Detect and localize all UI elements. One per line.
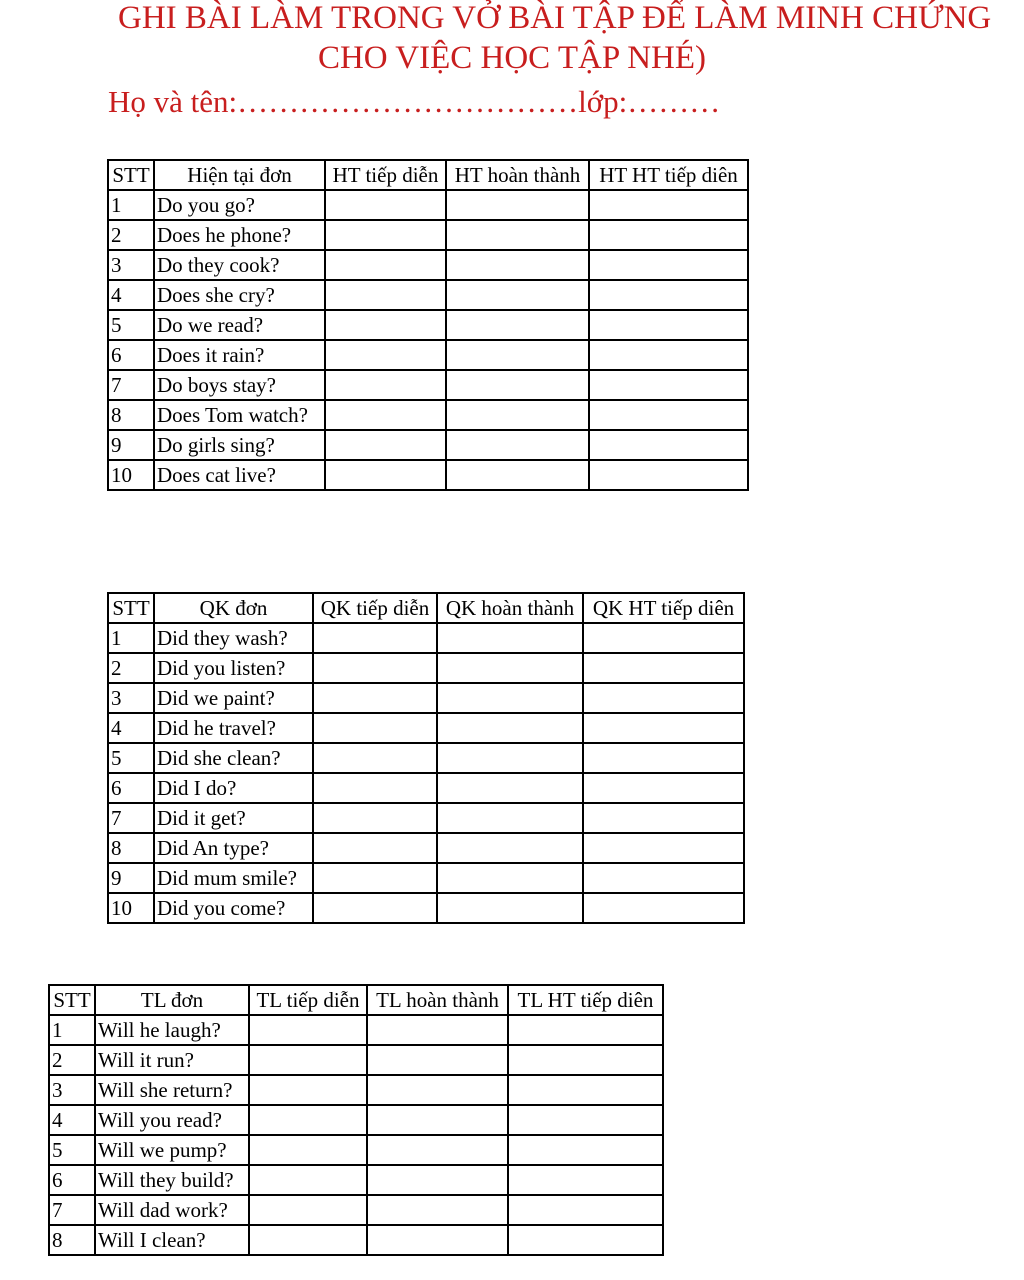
question-cell: Do you go?: [154, 190, 325, 220]
column-header: Hiện tại đơn: [154, 160, 325, 190]
answer-cell[interactable]: [508, 1105, 663, 1135]
row-number: 4: [108, 280, 154, 310]
question-cell: Will it run?: [95, 1045, 249, 1075]
answer-cell[interactable]: [589, 340, 748, 370]
table-row: [49, 1135, 663, 1165]
table-row: [108, 713, 744, 743]
question-cell: Will she return?: [95, 1075, 249, 1105]
row-number: 6: [49, 1165, 95, 1195]
row-number: 8: [49, 1225, 95, 1255]
row-number: 2: [49, 1045, 95, 1075]
answer-cell[interactable]: [367, 1135, 508, 1165]
row-number: 9: [108, 430, 154, 460]
table-row: [49, 1195, 663, 1225]
answer-cell[interactable]: [437, 713, 583, 743]
row-number: 7: [49, 1195, 95, 1225]
table-row: [49, 1045, 663, 1075]
answer-cell[interactable]: [446, 190, 589, 220]
answer-cell[interactable]: [313, 653, 437, 683]
answer-cell[interactable]: [583, 863, 744, 893]
answer-cell[interactable]: [325, 430, 446, 460]
answer-cell[interactable]: [249, 1075, 367, 1105]
answer-cell[interactable]: [325, 220, 446, 250]
answer-cell[interactable]: [589, 280, 748, 310]
answer-cell[interactable]: [437, 863, 583, 893]
future-tenses-table: [48, 984, 664, 1256]
column-header: HT tiếp diễn: [325, 160, 446, 190]
table-row: [108, 623, 744, 653]
answer-cell[interactable]: [446, 460, 589, 490]
row-number: 10: [108, 460, 154, 490]
answer-cell[interactable]: [325, 370, 446, 400]
question-cell: Did we paint?: [154, 683, 313, 713]
answer-cell[interactable]: [437, 773, 583, 803]
question-cell: Does it rain?: [154, 340, 325, 370]
answer-cell[interactable]: [446, 340, 589, 370]
answer-cell[interactable]: [313, 833, 437, 863]
worksheet-title-line-2: CHO VIỆC HỌC TẬP NHÉ): [317, 40, 707, 76]
answer-cell[interactable]: [367, 1015, 508, 1045]
question-cell: Did he travel?: [154, 713, 313, 743]
answer-cell[interactable]: [249, 1195, 367, 1225]
table-header-row: [108, 593, 744, 623]
answer-cell[interactable]: [437, 803, 583, 833]
answer-cell[interactable]: [437, 833, 583, 863]
column-header: TL hoàn thành: [367, 985, 508, 1015]
row-number: 1: [49, 1015, 95, 1045]
question-cell: Does he phone?: [154, 220, 325, 250]
answer-cell[interactable]: [367, 1075, 508, 1105]
question-cell: Do girls sing?: [154, 430, 325, 460]
table-row: [108, 400, 748, 430]
row-number: 4: [108, 713, 154, 743]
question-cell: Will dad work?: [95, 1195, 249, 1225]
answer-cell[interactable]: [249, 1015, 367, 1045]
question-cell: Will he laugh?: [95, 1015, 249, 1045]
answer-cell[interactable]: [583, 833, 744, 863]
question-cell: Do boys stay?: [154, 370, 325, 400]
question-cell: Did you listen?: [154, 653, 313, 683]
table-row: [108, 893, 744, 923]
question-cell: Does Tom watch?: [154, 400, 325, 430]
column-header: TL tiếp diễn: [249, 985, 367, 1015]
question-cell: Will I clean?: [95, 1225, 249, 1255]
table-row: [108, 863, 744, 893]
answer-cell[interactable]: [367, 1045, 508, 1075]
question-cell: Did they wash?: [154, 623, 313, 653]
answer-cell[interactable]: [249, 1135, 367, 1165]
answer-cell[interactable]: [583, 623, 744, 653]
answer-cell[interactable]: [583, 653, 744, 683]
answer-cell[interactable]: [313, 773, 437, 803]
column-header: QK HT tiếp diên: [583, 593, 744, 623]
worksheet-title-line-1: GHI BÀI LÀM TRONG VỞ BÀI TẬP ĐỂ LÀM MINH CHỨNG: [118, 0, 992, 36]
answer-cell[interactable]: [367, 1105, 508, 1135]
question-cell: Did you come?: [154, 893, 313, 923]
answer-cell[interactable]: [508, 1045, 663, 1075]
question-cell: Did she clean?: [154, 743, 313, 773]
answer-cell[interactable]: [437, 623, 583, 653]
answer-cell[interactable]: [583, 713, 744, 743]
row-number: 3: [108, 250, 154, 280]
class-label: lớp:: [578, 84, 628, 119]
question-cell: Does she cry?: [154, 280, 325, 310]
table-row: [108, 280, 748, 310]
answer-cell[interactable]: [249, 1045, 367, 1075]
column-header: QK tiếp diễn: [313, 593, 437, 623]
row-number: 10: [108, 893, 154, 923]
table-row: [49, 1015, 663, 1045]
answer-cell[interactable]: [446, 280, 589, 310]
question-cell: Will they build?: [95, 1165, 249, 1195]
answer-cell[interactable]: [249, 1165, 367, 1195]
question-cell: Did I do?: [154, 773, 313, 803]
answer-cell[interactable]: [589, 190, 748, 220]
answer-cell[interactable]: [589, 370, 748, 400]
column-header: HT hoàn thành: [446, 160, 589, 190]
answer-cell[interactable]: [367, 1225, 508, 1255]
column-header: STT: [108, 160, 154, 190]
question-cell: Do they cook?: [154, 250, 325, 280]
table-header-row: [49, 985, 663, 1015]
answer-cell[interactable]: [589, 430, 748, 460]
table-row: [49, 1105, 663, 1135]
answer-cell[interactable]: [437, 683, 583, 713]
row-number: 3: [49, 1075, 95, 1105]
answer-cell[interactable]: [325, 280, 446, 310]
table-row: [108, 803, 744, 833]
answer-cell[interactable]: [313, 893, 437, 923]
table-row: [108, 310, 748, 340]
answer-cell[interactable]: [589, 250, 748, 280]
answer-cell[interactable]: [325, 310, 446, 340]
answer-cell[interactable]: [249, 1105, 367, 1135]
answer-cell[interactable]: [508, 1075, 663, 1105]
answer-cell[interactable]: [313, 683, 437, 713]
table-row: [108, 833, 744, 863]
answer-cell[interactable]: [313, 803, 437, 833]
table-row: [108, 220, 748, 250]
row-number: 8: [108, 833, 154, 863]
answer-cell[interactable]: [313, 863, 437, 893]
answer-cell[interactable]: [325, 190, 446, 220]
answer-cell[interactable]: [313, 623, 437, 653]
name-class-line: [108, 84, 720, 120]
column-header: STT: [108, 593, 154, 623]
answer-cell[interactable]: [325, 400, 446, 430]
table-row: [108, 773, 744, 803]
answer-cell[interactable]: [583, 743, 744, 773]
answer-cell[interactable]: [446, 310, 589, 340]
answer-cell[interactable]: [367, 1195, 508, 1225]
row-number: 5: [49, 1135, 95, 1165]
row-number: 1: [108, 623, 154, 653]
table-row: [108, 430, 748, 460]
row-number: 6: [108, 773, 154, 803]
question-cell: Did it get?: [154, 803, 313, 833]
answer-cell[interactable]: [325, 250, 446, 280]
table-row: [108, 340, 748, 370]
class-blank[interactable]: ………: [627, 84, 721, 119]
column-header: TL đơn: [95, 985, 249, 1015]
answer-cell[interactable]: [437, 893, 583, 923]
past-tenses-table: [107, 592, 745, 924]
question-cell: Does cat live?: [154, 460, 325, 490]
table-row: [108, 250, 748, 280]
name-blank[interactable]: ……………………………: [237, 84, 579, 119]
answer-cell[interactable]: [437, 653, 583, 683]
question-cell: Did mum smile?: [154, 863, 313, 893]
answer-cell[interactable]: [249, 1225, 367, 1255]
row-number: 9: [108, 863, 154, 893]
answer-cell[interactable]: [313, 743, 437, 773]
answer-cell[interactable]: [508, 1135, 663, 1165]
answer-cell[interactable]: [508, 1225, 663, 1255]
column-header: QK hoàn thành: [437, 593, 583, 623]
column-header: HT HT tiếp diên: [589, 160, 748, 190]
row-number: 7: [108, 803, 154, 833]
row-number: 2: [108, 220, 154, 250]
table-row: [49, 1225, 663, 1255]
table-row: [108, 653, 744, 683]
answer-cell[interactable]: [508, 1195, 663, 1225]
column-header: QK đơn: [154, 593, 313, 623]
row-number: 6: [108, 340, 154, 370]
row-number: 8: [108, 400, 154, 430]
row-number: 1: [108, 190, 154, 220]
row-number: 5: [108, 743, 154, 773]
table-row: [108, 743, 744, 773]
answer-cell[interactable]: [583, 803, 744, 833]
present-tenses-table: [107, 159, 749, 491]
answer-cell[interactable]: [589, 220, 748, 250]
answer-cell[interactable]: [367, 1165, 508, 1195]
answer-cell[interactable]: [446, 220, 589, 250]
answer-cell[interactable]: [446, 250, 589, 280]
question-cell: Will we pump?: [95, 1135, 249, 1165]
answer-cell[interactable]: [583, 893, 744, 923]
answer-cell[interactable]: [589, 310, 748, 340]
answer-cell[interactable]: [508, 1015, 663, 1045]
table-row: [49, 1165, 663, 1195]
question-cell: Do we read?: [154, 310, 325, 340]
column-header: STT: [49, 985, 95, 1015]
answer-cell[interactable]: [325, 340, 446, 370]
table-row: [108, 190, 748, 220]
table-header-row: [108, 160, 748, 190]
row-number: 5: [108, 310, 154, 340]
answer-cell[interactable]: [446, 430, 589, 460]
row-number: 4: [49, 1105, 95, 1135]
answer-cell[interactable]: [583, 683, 744, 713]
table-row: [49, 1075, 663, 1105]
answer-cell[interactable]: [508, 1165, 663, 1195]
row-number: 7: [108, 370, 154, 400]
name-label: Họ và tên:: [108, 84, 238, 119]
answer-cell[interactable]: [589, 460, 748, 490]
answer-cell[interactable]: [313, 713, 437, 743]
question-cell: Will you read?: [95, 1105, 249, 1135]
row-number: 2: [108, 653, 154, 683]
column-header: TL HT tiếp diên: [508, 985, 663, 1015]
answer-cell[interactable]: [583, 773, 744, 803]
table-row: [108, 683, 744, 713]
answer-cell[interactable]: [446, 370, 589, 400]
table-row: [108, 370, 748, 400]
question-cell: Did An type?: [154, 833, 313, 863]
answer-cell[interactable]: [325, 460, 446, 490]
table-row: [108, 460, 748, 490]
answer-cell[interactable]: [437, 743, 583, 773]
answer-cell[interactable]: [446, 400, 589, 430]
answer-cell[interactable]: [589, 400, 748, 430]
row-number: 3: [108, 683, 154, 713]
